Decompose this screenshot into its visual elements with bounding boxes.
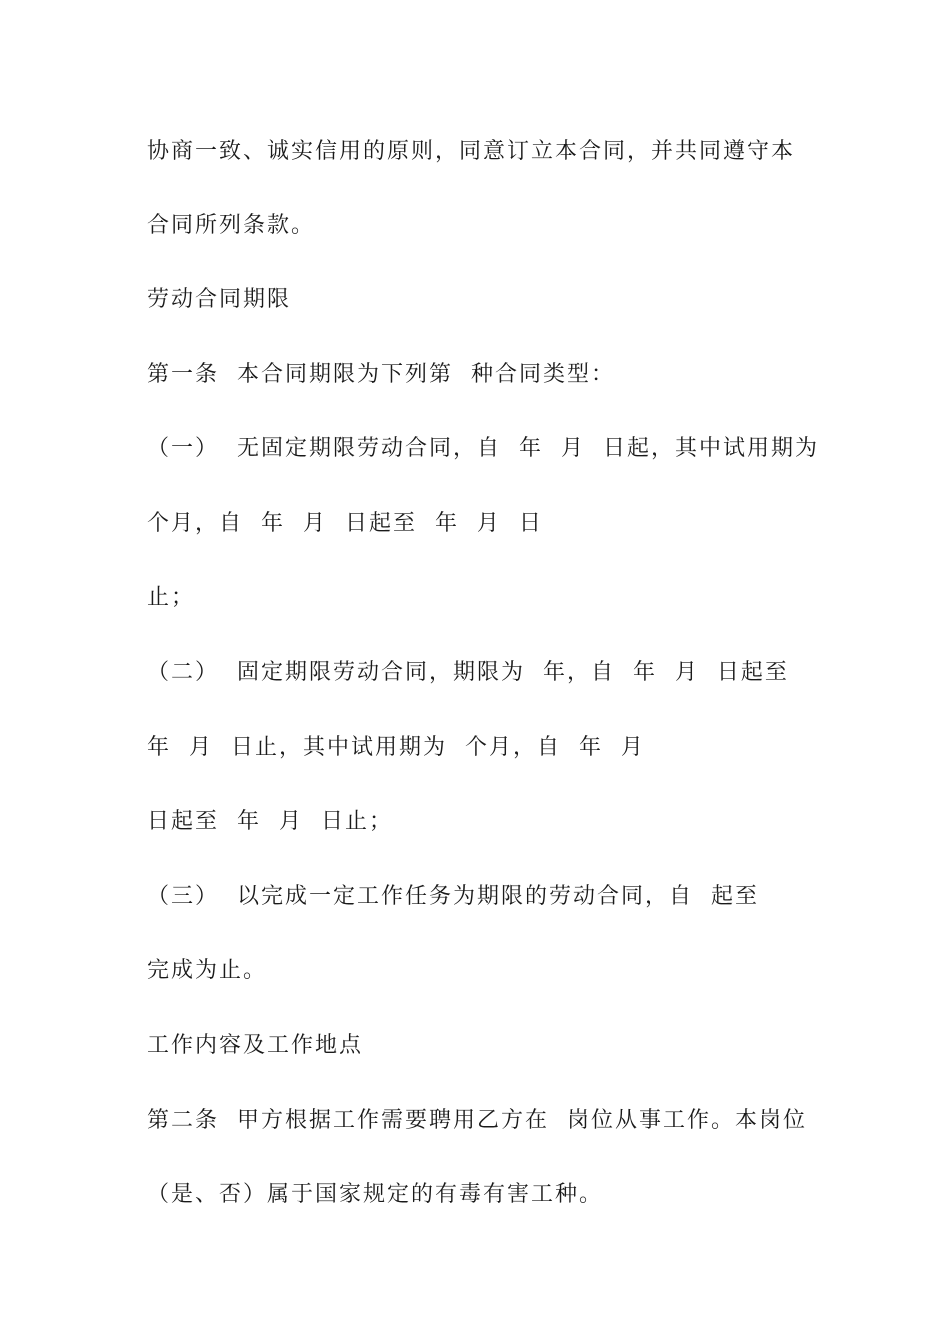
clause-2-line-3: 日起至 年 月 日止； bbox=[147, 809, 393, 834]
clause-3-line-2: 完成为止。 bbox=[147, 958, 268, 983]
clause-1-line-1: （一） 无固定期限劳动合同，自 年 月 日起，其中试用期为 bbox=[147, 436, 819, 461]
clause-3-line-1: （三） 以完成一定工作任务为期限的劳动合同，自 起至 bbox=[147, 884, 759, 909]
section-heading-work-content: 工作内容及工作地点 bbox=[147, 1033, 364, 1058]
paragraph-line-2: 合同所列条款。 bbox=[147, 213, 316, 238]
article-2-line-1: 第二条 甲方根据工作需要聘用乙方在 岗位从事工作。本岗位 bbox=[147, 1108, 807, 1133]
clause-2-line-1: （二） 固定期限劳动合同，期限为 年，自 年 月 日起至 bbox=[147, 660, 789, 685]
clause-1-line-2: 个月，自 年 月 日起至 年 月 日 bbox=[147, 511, 543, 536]
article-1-line: 第一条 本合同期限为下列第 种合同类型： bbox=[147, 362, 615, 387]
paragraph-line-1: 协商一致、诚实信用的原则，同意订立本合同，并共同遵守本 bbox=[147, 139, 796, 164]
clause-2-line-2: 年 月 日止，其中试用期为 个月，自 年 月 bbox=[147, 735, 645, 760]
article-2-line-2: （是、否）属于国家规定的有毒有害工种。 bbox=[147, 1182, 604, 1207]
section-heading-contract-term: 劳动合同期限 bbox=[147, 287, 292, 312]
clause-1-line-3: 止； bbox=[147, 585, 196, 610]
